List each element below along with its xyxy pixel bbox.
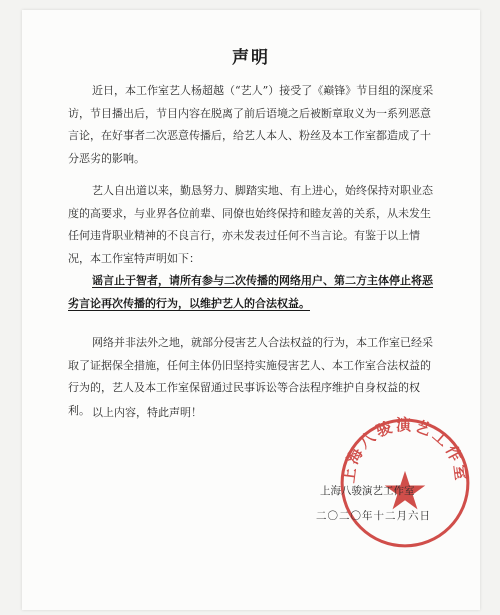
paragraph-background: 近日，本工作室艺人杨超越（“艺人”）接受了《巅锋》节目组的深度采访，节目播出后，节目内容在脱离了前后语境之后被断章取义为一系列恶意言论，在好事者二次恶意传播后，给艺人本人、粉丝及本工作室都造成了十分恶劣的影响。 bbox=[68, 84, 434, 165]
rumor-warning-text: 谣言止于智者，请所有参与二次传播的网络用户、第二方主体停止将恶劣言论再次传播的行为，以维护艺人的合法权益。 bbox=[68, 274, 433, 310]
paragraph-rumor-warning bbox=[68, 270, 440, 315]
paragraph-artist-conduct: 艺人自出道以来，勤恳努力、脚踏实地、有上进心，始终保持对职业态度的高要求，与业界各位前辈、同僚也始终保持和睦友善的关系，从未发生任何违背职业精神的不良言行，亦未发表过任何不当言论。有鉴于以上情况，本工作室特声明如下： bbox=[68, 184, 433, 265]
statement-document bbox=[22, 10, 480, 610]
document-title: 声明 bbox=[232, 48, 270, 68]
paragraph-closing: 以上内容，特此声明！ bbox=[92, 406, 202, 419]
paragraph-legal-notice: 网络并非法外之地，就部分侵害艺人合法权益的行为，本工作室已经采取了证据保全措施，任何主体仍旧坚持实施侵害艺人、本工作室合法权益的行为的，艺人及本工作室保留通过民事诉讼等合法程序维护自身权益的权利。 bbox=[68, 336, 433, 417]
seal-text: 上海八骏演艺工作室 bbox=[339, 416, 471, 485]
signature-date: 二〇二〇年十二月六日 bbox=[316, 510, 431, 522]
signature-organization: 上海八骏演艺工作室 bbox=[320, 485, 415, 497]
